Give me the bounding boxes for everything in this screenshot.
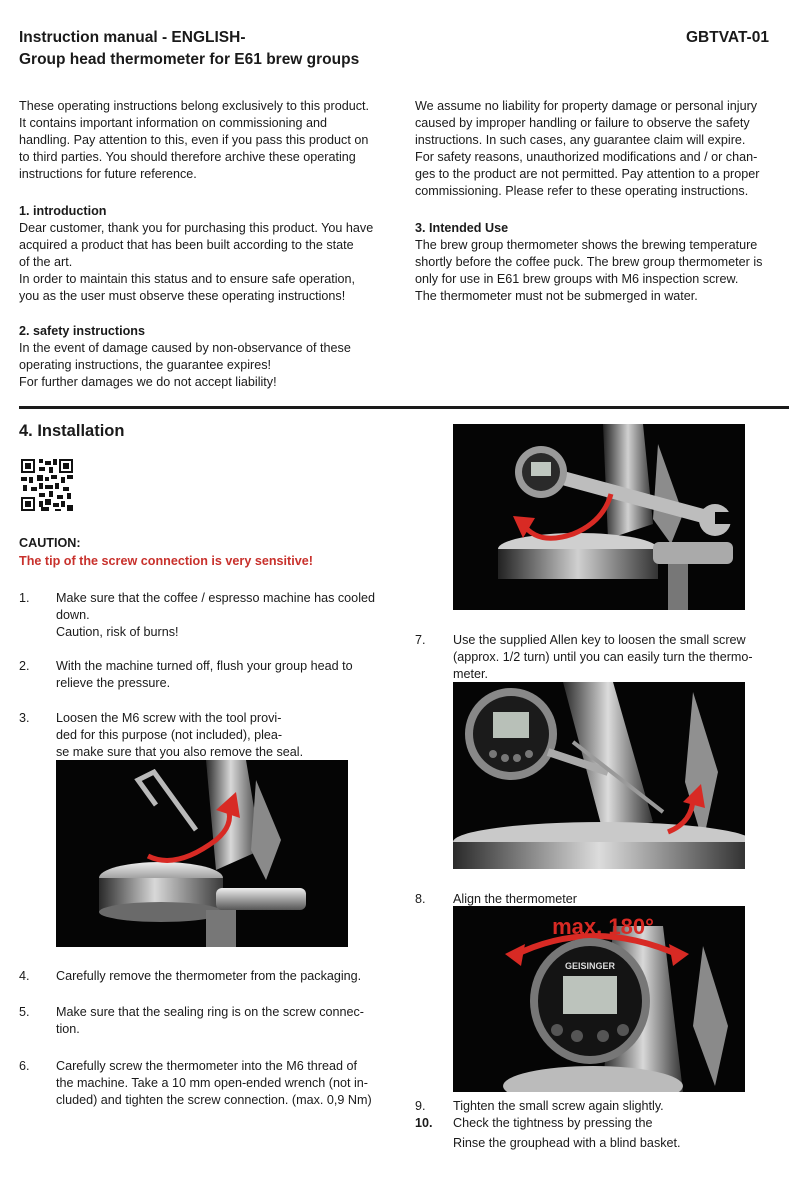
section-3-line: shortly before the coffee puck. The brew group thermometer is [415, 255, 763, 269]
liability-line: ges to the product are not permitted. Pay attention to a proper [415, 167, 760, 181]
section-intended-use [415, 220, 795, 305]
step-number: 7. [415, 633, 426, 647]
section-1-line: In order to maintain this status and to ensure safe operation, [19, 272, 356, 286]
caution-text: The tip of the screw connection is very sensitive! [19, 554, 313, 568]
step-number: 8. [415, 892, 426, 906]
intro-paragraph [19, 98, 399, 183]
step-4-text [56, 968, 361, 985]
step-line: Tighten the small screw again slightly. [453, 1099, 664, 1113]
step-line: Rinse the grouphead with a blind basket. [453, 1136, 681, 1150]
step-1-text [56, 590, 375, 641]
step-line: Make sure that the coffee / espresso machine has cooled [56, 591, 375, 605]
brand-label: GEISINGER [564, 961, 616, 971]
photo-allen-key-loosen [453, 682, 745, 869]
step-line: se make sure that you also remove the seal. [56, 745, 304, 759]
step-line: Loosen the M6 screw with the tool provi- [56, 711, 282, 725]
section-safety [19, 323, 399, 391]
step-number: 4. [19, 969, 30, 983]
liability-paragraph [415, 98, 795, 200]
step-10-text [453, 1115, 681, 1152]
step-line: Caution, risk of burns! [56, 625, 179, 639]
section-1-line: acquired a product that has been built according to the state [19, 238, 354, 252]
intro-line: These operating instructions belong exclusively to this product. [19, 99, 370, 113]
caution-label: CAUTION: [19, 536, 81, 550]
section-divider [19, 406, 789, 409]
section-1-line: Dear customer, thank you for purchasing this product. You have [19, 221, 374, 235]
intro-line: instructions for future reference. [19, 167, 197, 181]
step-9-text [453, 1098, 664, 1115]
step-number: 9. [415, 1099, 426, 1113]
step-number: 5. [19, 1005, 30, 1019]
intro-line: handling. Pay attention to this, even if you pass this product on [19, 133, 369, 147]
step-line: Make sure that the sealing ring is on the screw connec- [56, 1005, 365, 1019]
intro-line: It contains important information on commissioning and [19, 116, 327, 130]
step-number: 6. [19, 1059, 30, 1073]
step-line: relieve the pressure. [56, 676, 171, 690]
step-line: Use the supplied Allen key to loosen the small screw [453, 633, 746, 647]
step-number: 1. [19, 591, 30, 605]
liability-line: instructions. In such cases, any guarantee claim will expire. [415, 133, 746, 147]
section-2-line: operating instructions, the guarantee expires! [19, 358, 272, 372]
step-number: 2. [19, 659, 30, 673]
step-line: the machine. Take a 10 mm open-ended wrench (not in- [56, 1076, 368, 1090]
photo-loosen-m6-screw [56, 760, 348, 947]
step-line: Carefully remove the thermometer from the packaging. [56, 969, 362, 983]
manual-title [19, 27, 359, 71]
section-3-line: The brew group thermometer shows the brewing temperature [415, 238, 758, 252]
section-introduction [19, 203, 399, 305]
step-line: (approx. 1/2 turn) until you can easily turn the thermo- [453, 650, 753, 664]
step-3-text [56, 710, 303, 761]
intro-line: to third parties. You should therefore archive these operating [19, 150, 356, 164]
liability-line: commissioning. Please refer to these operating instructions. [415, 184, 749, 198]
step-number: 3. [19, 711, 30, 725]
step-line: Check the tightness by pressing the [453, 1116, 653, 1130]
section-3-line: The thermometer must not be submerged in water. [415, 289, 698, 303]
section-1-heading: 1. introduction [19, 204, 107, 218]
liability-line: We assume no liability for property damage or personal injury [415, 99, 758, 113]
section-2-line: In the event of damage caused by non-observance of these [19, 341, 351, 355]
title-line-2: Group head thermometer for E61 brew groups [19, 51, 360, 68]
section-1-line: you as the user must observe these operating instructions! [19, 289, 346, 303]
liability-line: caused by improper handling or failure to observe the safety [415, 116, 750, 130]
liability-line: For safety reasons, unauthorized modifications and / or chan- [415, 150, 758, 164]
step-6-text [56, 1058, 372, 1109]
qr-code-icon [21, 459, 73, 511]
title-line-1: Instruction manual - ENGLISH- [19, 29, 246, 46]
step-line: down. [56, 608, 90, 622]
step-line: With the machine turned off, flush your group head to [56, 659, 353, 673]
step-line: Align the thermometer [453, 892, 577, 906]
step-5-text [56, 1004, 364, 1038]
section-4-heading: 4. Installation [19, 422, 125, 440]
photo-align-thermometer [453, 906, 745, 1092]
max-angle-label: max. 180° [552, 914, 654, 939]
step-line: Carefully screw the thermometer into the M6 thread of [56, 1059, 357, 1073]
step-line: tion. [56, 1022, 80, 1036]
model-code: GBTVAT-01 [686, 29, 769, 46]
step-2-text [56, 658, 353, 692]
section-3-line: only for use in E61 brew groups with M6 inspection screw. [415, 272, 739, 286]
step-line: meter. [453, 667, 488, 681]
step-7-text [453, 632, 753, 683]
section-2-heading: 2. safety instructions [19, 324, 145, 338]
photo-tighten-with-wrench [453, 424, 745, 610]
step-line: cluded) and tighten the screw connection. (max. 0,9 Nm) [56, 1093, 372, 1107]
step-number: 10. [415, 1116, 433, 1130]
section-2-line: For further damages we do not accept liability! [19, 375, 277, 389]
section-1-line: of the art. [19, 255, 73, 269]
step-line: ded for this purpose (not included), plea- [56, 728, 283, 742]
section-3-heading: 3. Intended Use [415, 221, 509, 235]
